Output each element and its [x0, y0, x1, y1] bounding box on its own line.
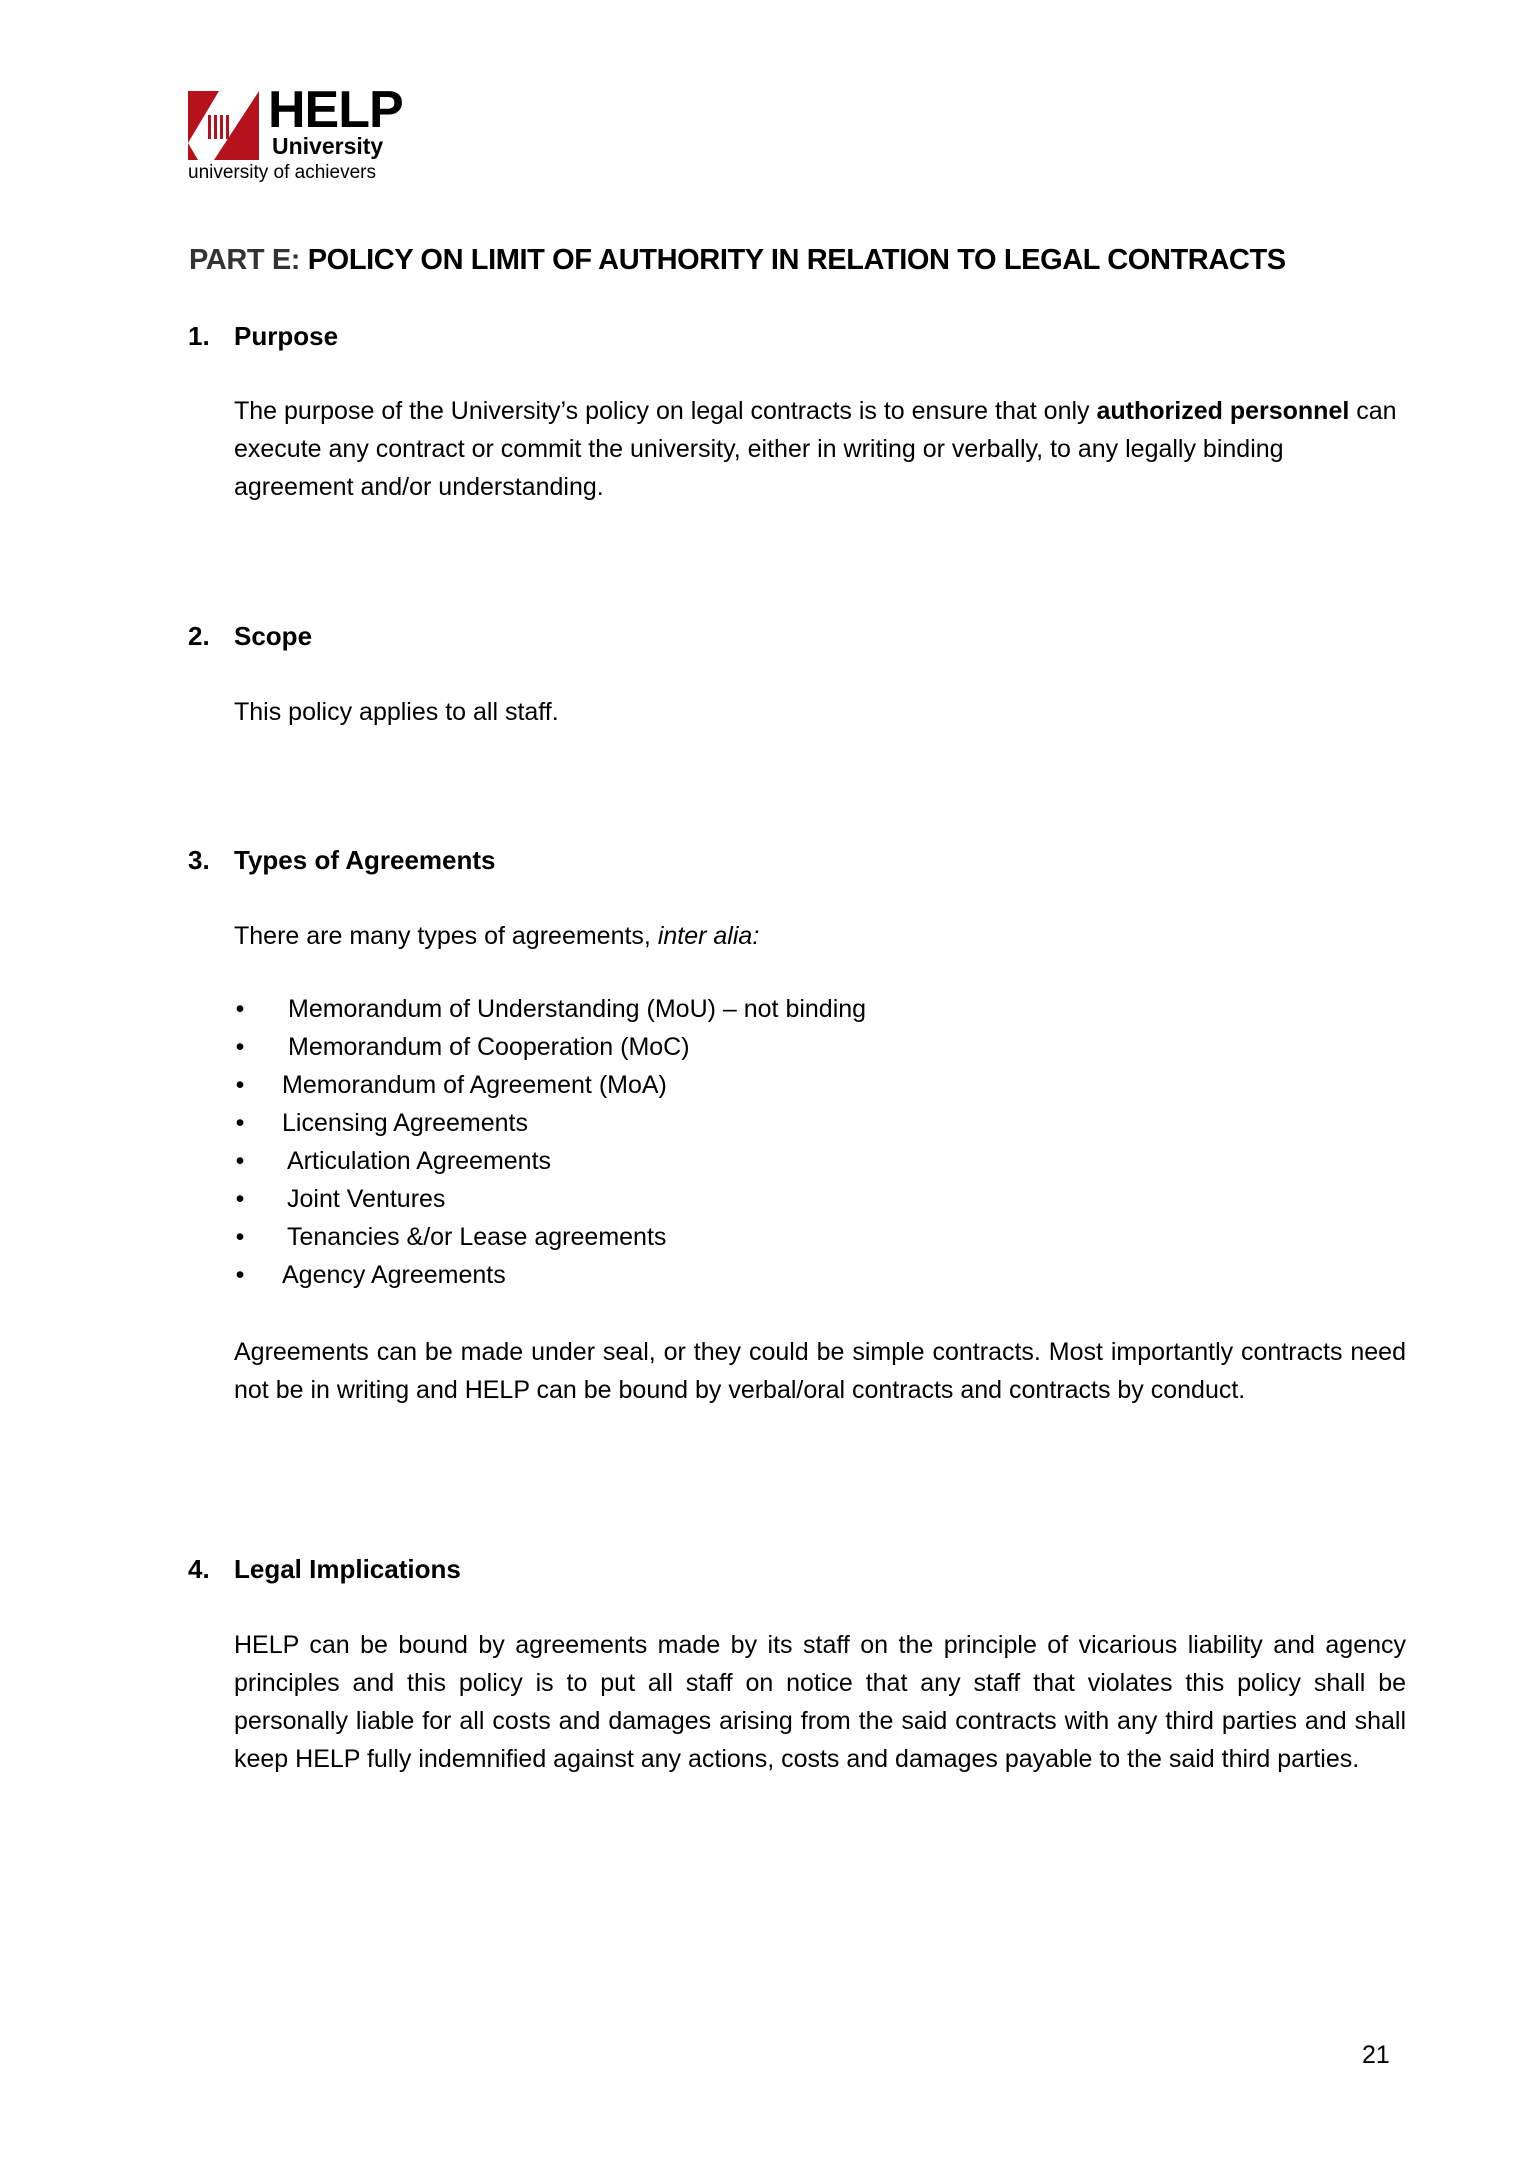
bullet-icon: • — [235, 1147, 245, 1175]
bullet-icon: • — [235, 1071, 245, 1099]
purpose-text-part2: can execute any contract or commit the university, either in writing or verbally, to any legally binding agreement and/or understanding. — [234, 397, 1397, 501]
list-item — [230, 1256, 1130, 1294]
bullet-icon: • — [235, 995, 245, 1023]
types-intro-italic: inter alia: — [657, 922, 760, 950]
bullet-icon: • — [235, 1223, 245, 1251]
bullet-icon: • — [235, 1261, 245, 1289]
title-main: POLICY ON LIMIT OF AUTHORITY IN RELATION TO LEGAL CONTRACTS — [307, 244, 1286, 276]
list-item-text: Tenancies &/or Lease agreements — [287, 1223, 667, 1251]
bullet-icon: • — [235, 1109, 245, 1137]
types-intro-text: There are many types of agreements, — [234, 922, 658, 950]
help-university-logo — [188, 81, 408, 188]
section-title: Legal Implications — [234, 1554, 461, 1584]
help-logo-mark-icon — [188, 91, 259, 160]
list-item-text: Memorandum of Agreement (MoA) — [282, 1071, 667, 1099]
section-heading-types — [188, 844, 788, 876]
page-title — [189, 240, 1286, 280]
section-heading-scope — [188, 620, 588, 652]
section-number: 1. — [188, 321, 210, 351]
section-number: 2. — [188, 621, 210, 651]
list-item-text: Memorandum of Understanding (MoU) – not binding — [288, 995, 867, 1023]
list-item-text: Agency Agreements — [282, 1261, 506, 1289]
list-item-text: Articulation Agreements — [287, 1147, 552, 1175]
section-number: 3. — [188, 845, 210, 875]
scope-paragraph: This policy applies to all staff. — [234, 698, 559, 726]
section-number: 4. — [188, 1554, 210, 1584]
list-item — [230, 990, 1130, 1028]
list-item — [230, 1104, 1130, 1142]
purpose-paragraph — [234, 392, 1406, 506]
bullet-icon: • — [235, 1185, 245, 1213]
list-item-text: Joint Ventures — [287, 1185, 446, 1213]
purpose-emphasis: authorized personnel — [1096, 397, 1350, 425]
types-intro — [234, 917, 1406, 955]
agreement-types-list — [230, 990, 1130, 1294]
list-item — [230, 1142, 1130, 1180]
section-title: Types of Agreements — [234, 845, 496, 875]
list-item — [230, 1066, 1130, 1104]
title-prefix: PART E: — [189, 244, 308, 276]
list-item — [230, 1218, 1130, 1256]
page-number: 21 — [1362, 2041, 1390, 2069]
logo-brand-text: HELP — [268, 81, 403, 139]
types-closing-paragraph: Agreements can be made under seal, or they could be simple contracts. Most importantly contracts need not be in writing and HELP can be bound by verbal/oral contracts and contracts by conduct. — [234, 1338, 1406, 1404]
purpose-text-part1: The purpose of the University’s policy on legal contracts is to ensure that only — [234, 397, 1097, 425]
list-item — [230, 1028, 1130, 1066]
section-heading-purpose — [188, 320, 588, 352]
section-heading-legal-implications — [188, 1553, 788, 1585]
list-item-text: Licensing Agreements — [282, 1109, 528, 1137]
list-item-text: Memorandum of Cooperation (MoC) — [288, 1033, 690, 1061]
section-title: Purpose — [234, 321, 339, 351]
logo-subtitle-text: University — [272, 133, 384, 159]
bullet-icon: • — [235, 1033, 245, 1061]
list-item — [230, 1180, 1130, 1218]
legal-implications-paragraph: HELP can be bound by agreements made by its staff on the principle of vicarious liability and agency principles and this policy is to put all staff on notice that any staff that violates this policy shall be personally liable for all costs and damages arising from the said contracts with any third parties and shall keep HELP fully indemnified against any actions, costs and damages payable to the said third parties. — [234, 1631, 1406, 1773]
logo-tagline: university of achievers — [188, 162, 376, 183]
section-title: Scope — [234, 621, 313, 651]
